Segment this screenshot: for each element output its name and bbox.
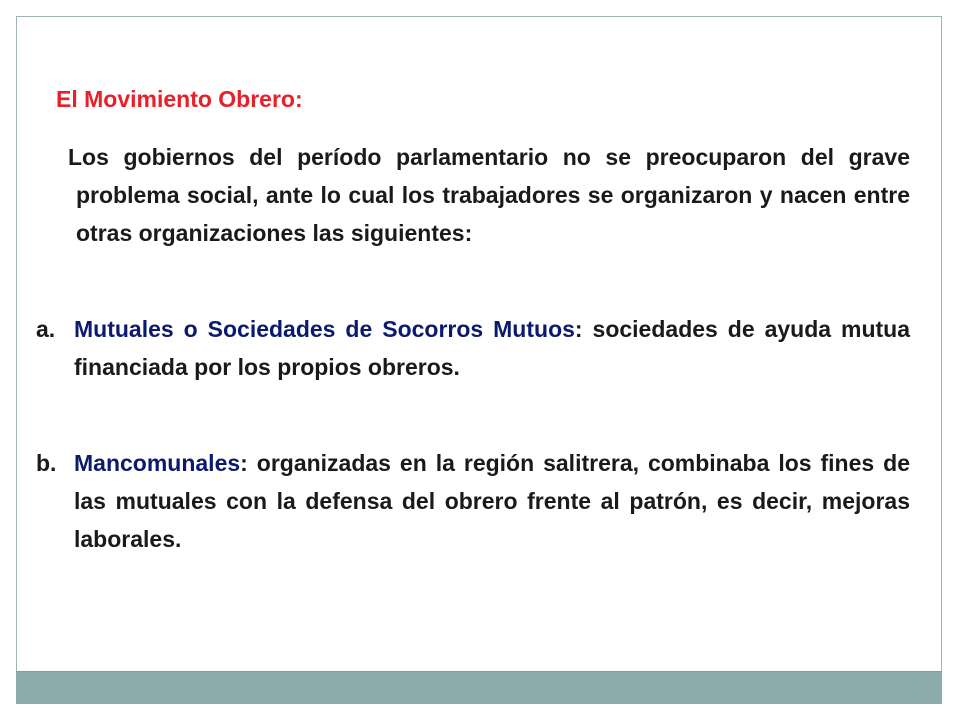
list-marker: b. [36,450,57,476]
list-item-body [74,310,910,386]
list-item-term: Mutuales o Sociedades de Socorros Mutuos [74,316,575,342]
list-item-mutuales [36,310,910,386]
intro-paragraph: Los gobiernos del período parlamentario no se preocuparon del grave problema social, ante lo cual los trabajadores se organizaron y nacen entre otras organizaciones las siguientes: [68,144,910,246]
list-marker: a. [36,316,56,342]
slide-title: El Movimiento Obrero: [56,86,303,112]
list-item-text: : organizadas en la región salitrera, combinaba los fines de las mutuales con la defensa del obrero frente al patrón, es decir, mejoras laborales. [74,450,910,552]
list-item-body [74,444,910,558]
list-item-text: : sociedades de ayuda mutua financiada por los propios obreros. [74,316,910,380]
list-item-mancomunales [36,444,910,558]
footer-bar [16,671,942,704]
list-item-term: Mancomunales [74,450,241,476]
